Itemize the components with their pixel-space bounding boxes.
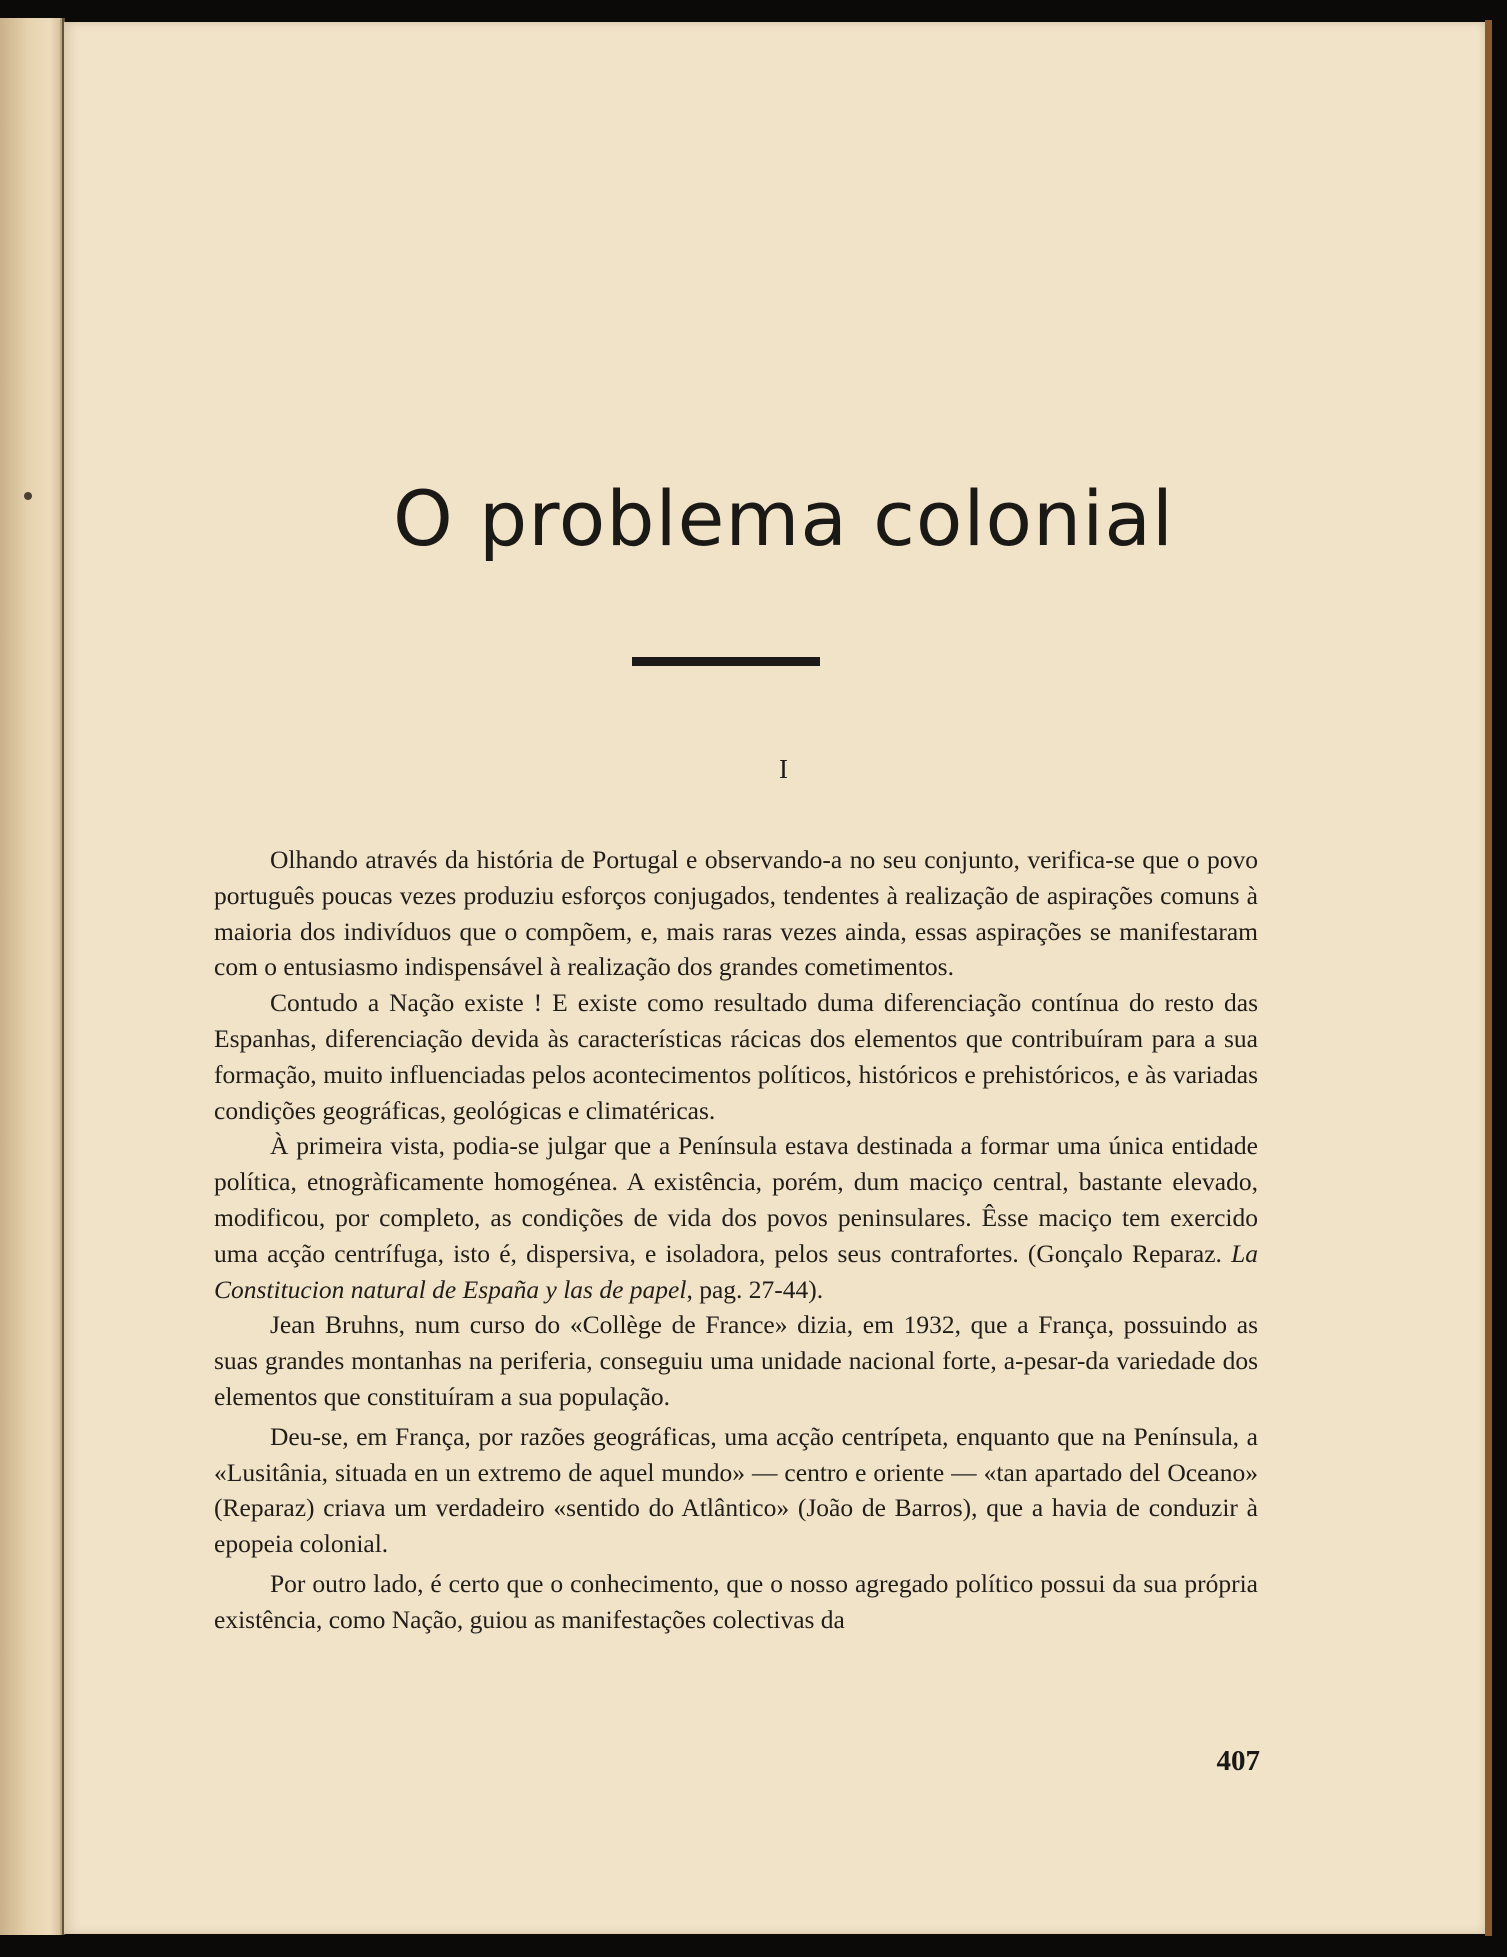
paragraph-text: , pag. 27-44).: [686, 1274, 824, 1304]
paragraph: Jean Bruhns, num curso do «Collège de France» dizia, em 1932, que a França, possuindo as suas grandes montanhas na periferia, conseguiu uma unidade nacional forte, a-pesar-da variedade dos elementos que constituíram a sua população.: [214, 1310, 1258, 1411]
page-edge: [1485, 20, 1492, 1936]
paragraph: Olhando através da história de Portugal e observando-a no seu conjunto, verifica-se que o povo português poucas vezes produziu esforços conjugados, tendentes à realização de aspirações comuns à maioria dos indivíduos que o compõem, e, mais raras vezes ainda, essas aspirações se manifestaram com o entusiasmo indispensável à realização dos grandes cometimentos.: [214, 845, 1258, 982]
page-number: 407: [1216, 1745, 1260, 1777]
paragraph-text: À primeira vista, podia-se julgar que a Península estava destinada a formar uma única entidade política, etnogràficamente homogénea. A existência, porém, dum maciço central, bastante elevado, modificou, por completo, as condições de vida dos povos peninsulares. Êsse maciço tem exercido uma acção centrífuga, isto é, dispersiva, e isoladora, pelos seus contrafortes. (Gonçalo Reparaz.: [214, 1131, 1258, 1268]
book-spine: [0, 18, 62, 1935]
paragraph: Contudo a Nação existe ! E existe como resultado duma diferenciação contínua do resto das Espanhas, diferenciação devida às características rácicas dos elementos que contribuíram para a sua formação, muito influenciadas pelos acontecimentos políticos, históricos e prehistóricos, e às variadas condições geográficas, geológicas e climatéricas.: [214, 988, 1258, 1125]
title-rule: [632, 657, 820, 666]
body-text: [214, 842, 1258, 1638]
chapter-title: O problema colonial: [392, 474, 1175, 563]
book-title-citation: La Constitucion natural de España y las de papel: [214, 1238, 1258, 1304]
section-number: I: [779, 754, 788, 784]
paragraph: Deu-se, em França, por razões geográficas, uma acção centrípeta, enquanto que na Península, a «Lusitânia, situada en un extremo de aquel mundo» — centro e oriente — «tan apartado del Oceano» (Reparaz) criava um verdadeiro «sentido do Atlântico» (João de Barros), que a havia de conduzir à epopeia colonial.: [214, 1421, 1258, 1559]
paragraph: Por outro lado, é certo que o conhecimento, que o nosso agregado político possui da sua própria existência, como Nação, guiou as manifestações colectivas da: [214, 1568, 1258, 1634]
paragraph: [214, 1128, 1258, 1307]
